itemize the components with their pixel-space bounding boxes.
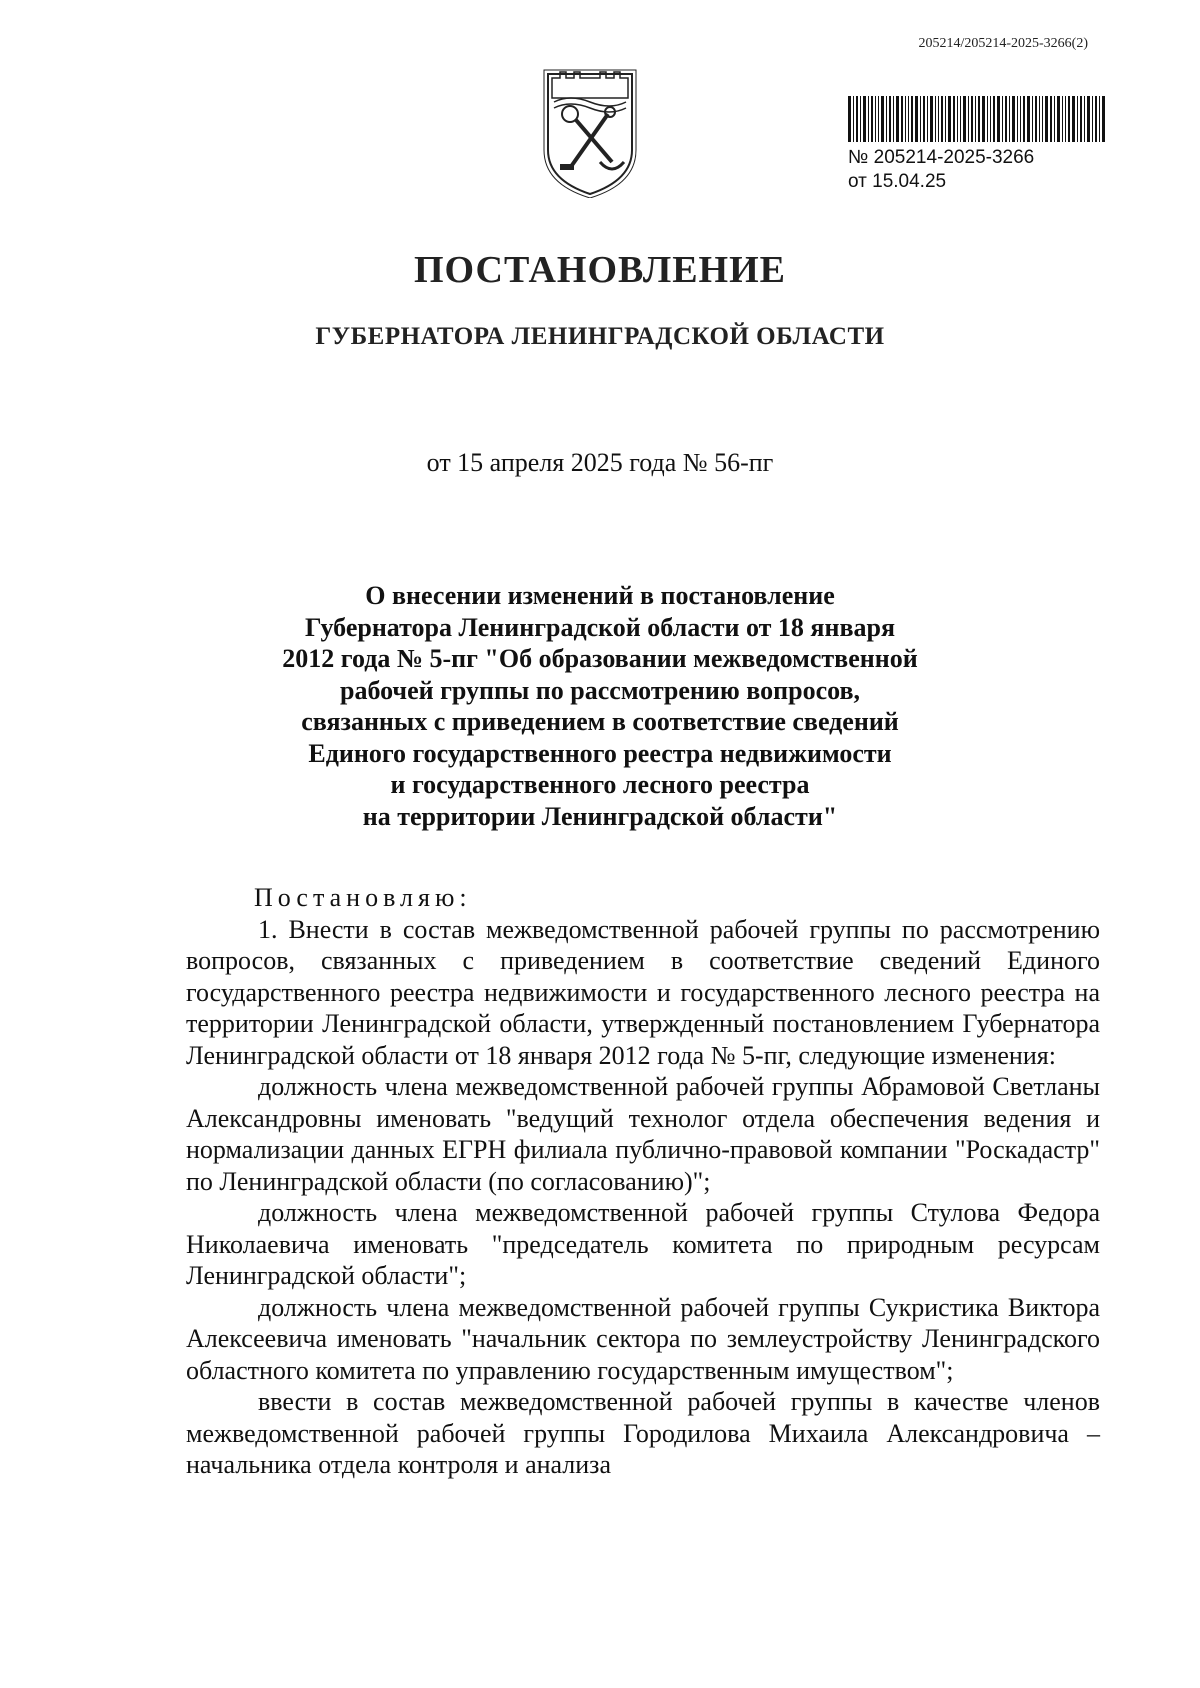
heading-line: и государственного лесного реестра bbox=[390, 770, 810, 799]
document-reference-number: 205214/205214-2025-3266(2) bbox=[918, 36, 1088, 51]
body-paragraph: должность члена межведомственной рабочей группы Абрамовой Светланы Александровны именовать "ведущий технолог отдела обеспечения ведения и нормализации данных ЕГРН филиала публично-правовой компании "Роскадастр" по Ленинградской области (по согласованию)"; bbox=[186, 1072, 1100, 1196]
body-paragraph: ввести в состав межведомственной рабочей группы в качестве членов межведомственной рабочей группы Городилова Михаила Александровича – начальника отдела контроля и анализа bbox=[186, 1387, 1100, 1479]
document-date-number: от 15 апреля 2025 года № 56-пг bbox=[426, 448, 774, 477]
leningrad-oblast-coat-of-arms-icon bbox=[540, 62, 640, 198]
heading-line: О внесении изменений в постановление bbox=[365, 581, 835, 610]
registration-stamp bbox=[848, 146, 1034, 194]
document-title: ПОСТАНОВЛЕНИЕ bbox=[413, 249, 787, 291]
document-heading bbox=[210, 580, 990, 832]
body-paragraph: должность члена межведомственной рабочей группы Сукристика Виктора Алексеевича именовать "начальник сектора по землеустройству Ленинградского областного комитета по управлению государственным имуществом"; bbox=[186, 1292, 1100, 1385]
heading-line: связанных с приведением в соответствие сведений bbox=[301, 707, 899, 736]
heading-line: Губернатора Ленинградской области от 18 января bbox=[304, 612, 896, 642]
heading-line: 2012 года № 5-пг "Об образовании межведомственной bbox=[282, 644, 918, 673]
document-issuer: ГУБЕРНАТОРА ЛЕНИНГРАДСКОЙ ОБЛАСТИ bbox=[315, 323, 885, 350]
body-paragraph: 1. Внести в состав межведомственной рабочей группы по рассмотрению вопросов, связанных с приведением в соответствие сведений Единого государственного реестра недвижимости и государственного лесного реестра на территории Ленинградской области, утвержденный постановлением Губернатора Ленинградской области от 18 января 2012 года № 5-пг, следующие изменения: bbox=[186, 914, 1100, 1070]
registration-date: от 15.04.25 bbox=[848, 171, 947, 192]
heading-line: на территории Ленинградской области" bbox=[362, 801, 838, 831]
document-body bbox=[186, 882, 1100, 1481]
resolve-statement: Постановляю: bbox=[254, 883, 472, 912]
body-paragraph: должность члена межведомственной рабочей группы Стулова Федора Николаевича именовать "председатель комитета по природным ресурсам Ленинградской области"; bbox=[186, 1198, 1100, 1290]
barcode-icon bbox=[848, 96, 1106, 142]
heading-line: Единого государственного реестра недвижимости bbox=[308, 738, 892, 768]
heading-line: рабочей группы по рассмотрению вопросов, bbox=[339, 675, 860, 705]
registration-number: № 205214-2025-3266 bbox=[848, 147, 1035, 168]
